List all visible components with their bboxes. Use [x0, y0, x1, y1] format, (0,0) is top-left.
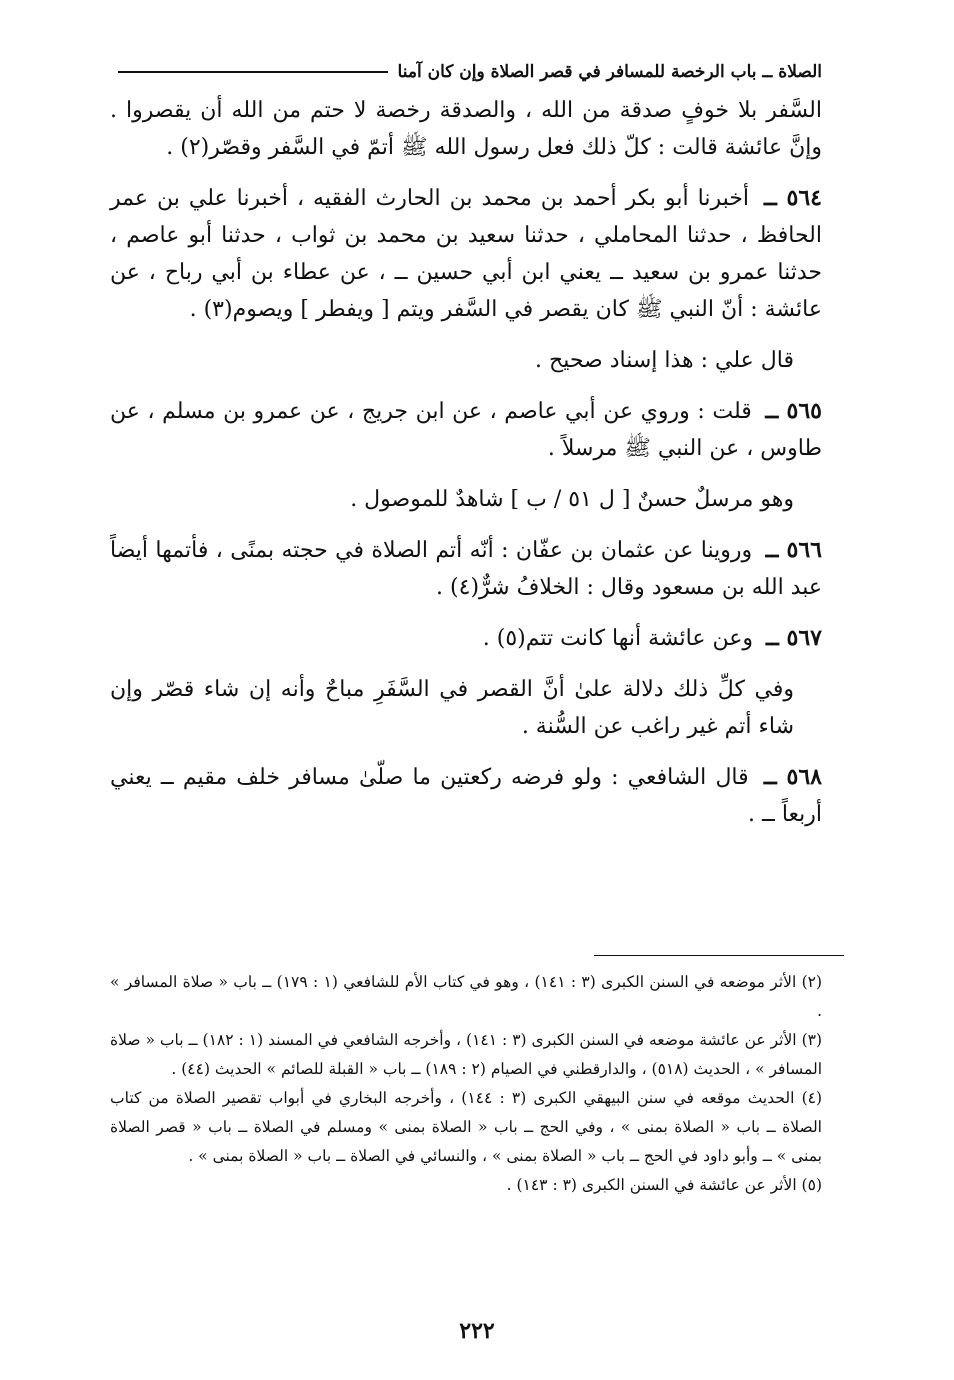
paragraph-565	[110, 393, 822, 467]
page-number: ٢٢٢	[459, 1318, 495, 1344]
paragraph-text: قال الشافعي : ولو فرضه ركعتين ما صلّىٰ مسافر خلف مقيم ــ يعني أربعاً ــ .	[110, 765, 822, 827]
paragraph-564	[110, 180, 822, 328]
footnote-2: (٢) الأثر موضعه في السنن الكبرى (٣ : ١٤١) ، وهو في كتاب الأم للشافعي (١ : ١٧٩) ــ باب « صلاة المسافر » .	[110, 973, 823, 1020]
paragraph-conclusion	[110, 671, 822, 745]
paragraph-text: وفي كلِّ ذلك دلالة علىٰ أنَّ القصر في السَّفَرِ مباحٌ وأنه إن شاء قصّر وإن شاء أتم غير راغب عن السُّنة .	[110, 677, 794, 739]
paragraph-text: أخبرنا أبو بكر أحمد بن محمد بن الحارث الفقيه ، أخبرنا علي بن عمر الحافظ ، حدثنا المحاملي ، حدثنا سعيد بن محمد بن ثواب ، حدثنا أبو عاصم ، حدثنا عمرو بن سعيد ــ يعني ابن أبي حسين ــ ، عن عطاء بن أبي رباح ، عن عائشة : أنّ النبي ﷺ كان يقصر في السَّفر ويتم [ ويفطر ] ويصوم(٣) .	[110, 186, 822, 322]
hadith-number: ٥٦٨ ــ	[763, 764, 822, 790]
page-body	[110, 52, 822, 833]
header-rule	[118, 71, 388, 73]
paragraph-text: قال علي : هذا إسناد صحيح .	[535, 348, 794, 373]
footnote-5: (٥) الأثر عن عائشة في السنن الكبرى (٣ : ١٤٣) .	[506, 1176, 822, 1194]
paragraph-text: قلت : وروي عن أبي عاصم ، عن ابن جريج ، عن عمرو بن مسلم ، عن طاوس ، عن النبي ﷺ مرسلاً .	[110, 399, 822, 461]
footnotes	[110, 968, 822, 1200]
hadith-number: ٥٦٤ ــ	[763, 185, 822, 211]
hadith-number: ٥٦٧ ــ	[765, 625, 822, 651]
paragraph-text: وروينا عن عثمان بن عفّان : أنّه أتم الصلاة في حجته بمنًى ، فأتمها أيضاً عبد الله بن مسعود وقال : الخلافُ شرٌّ(٤) .	[110, 538, 822, 600]
running-header	[110, 52, 822, 92]
footnote-separator	[594, 955, 844, 956]
paragraph-comment-mursal	[110, 481, 822, 518]
footnote-3: (٣) الأثر عن عائشة موضعه في السنن الكبرى (٣ : ١٤١) ، وأخرجه الشافعي في المسند (١ : ١٨٢) ــ باب « صلاة المسافر » ، الحديث (٥١٨) ، والدارقطني في الصيام (٢ : ١٨٩) ــ باب « القبلة للصائم » الحديث (٤٤) .	[110, 1031, 823, 1078]
paragraph-text: وهو مرسلٌ حسنٌ [ ل ٥١ / ب ] شاهدٌ للموصول .	[350, 487, 794, 512]
paragraph-568	[110, 759, 822, 833]
hadith-number: ٥٦٦ ــ	[765, 537, 822, 563]
paragraph-text: السَّفر بلا خوفٍ صدقة من الله ، والصدقة رخصة لا حتم من الله أن يقصروا . وإنَّ عائشة قالت : كلّ ذلك فعل رسول الله ﷺ أتمّ في السَّفر وقصّر(٢) .	[110, 98, 822, 160]
paragraph-0	[110, 92, 822, 166]
hadith-number: ٥٦٥ ــ	[765, 398, 822, 424]
paragraph-566	[110, 532, 822, 606]
paragraph-comment-ali	[110, 342, 822, 379]
paragraph-text: وعن عائشة أنها كانت تتم(٥) .	[482, 626, 753, 651]
header-title: الصلاة ــ باب الرخصة للمسافر في قصر الصلاة وإن كان آمنا	[397, 62, 822, 82]
paragraph-567	[110, 620, 822, 657]
footnote-4: (٤) الحديث موقعه في سنن البيهقي الكبرى (٣ : ١٤٤) ، وأخرجه البخاري في أبواب تقصير الصلاة من كتاب الصلاة ــ باب « الصلاة بمنى » ، وفي الحج ــ باب « الصلاة بمنى » ومسلم في الصلاة ــ باب « قصر الصلاة بمنى » ــ وأبو داود في الحج ــ باب « الصلاة بمنى » ، والنسائي في الصلاة ــ باب « الصلاة بمنى » .	[110, 1089, 823, 1165]
